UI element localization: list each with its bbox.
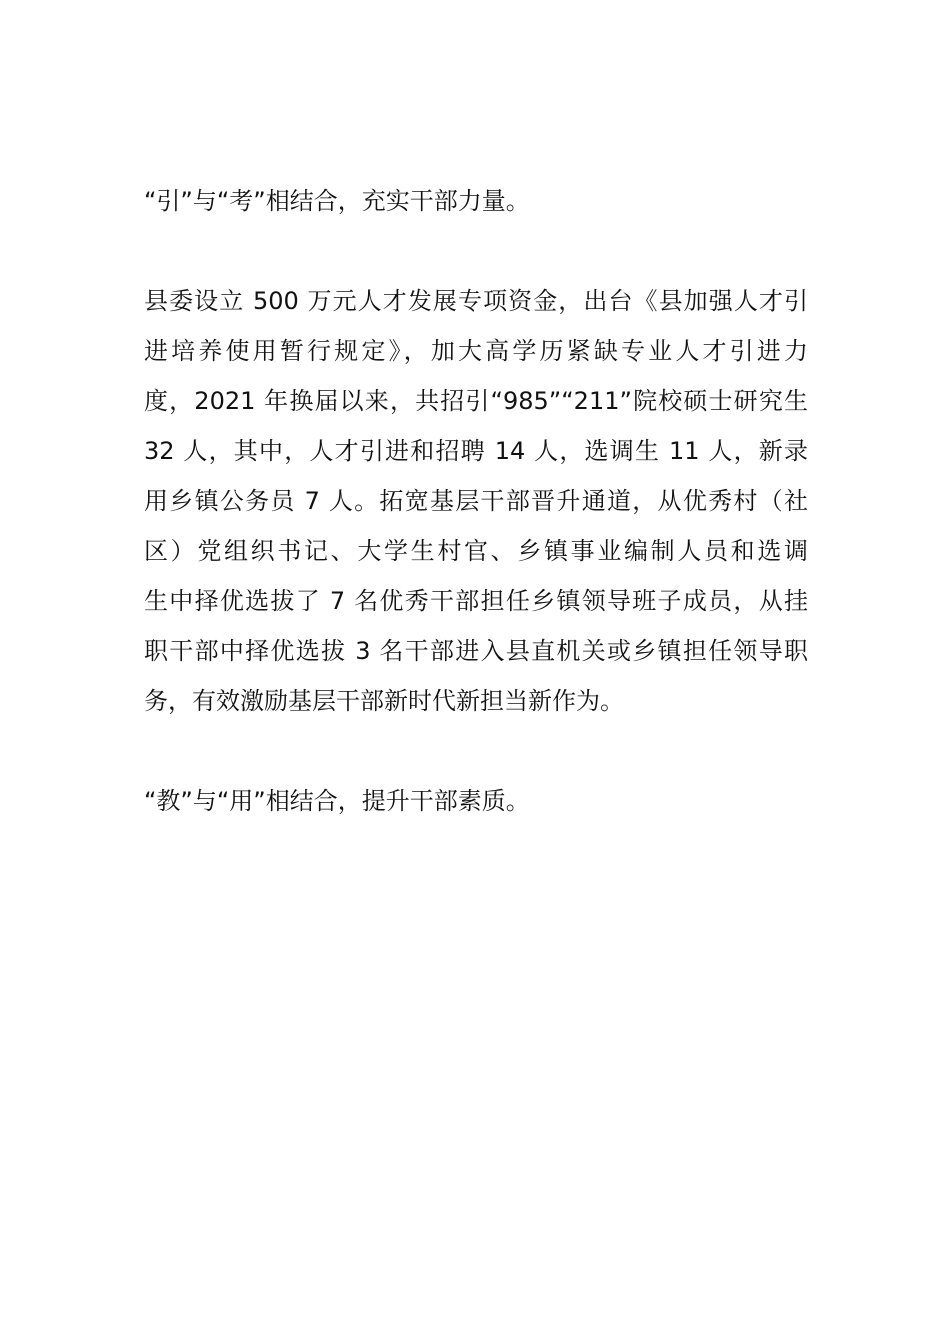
paragraph-line: 生中择优选拔了 7 名优秀干部担任乡镇领导班子成员，从挂 bbox=[144, 587, 808, 615]
paragraph-line: 进培养使用暂行规定》，加大高学历紧缺专业人才引进力 bbox=[144, 337, 808, 365]
paragraph-line: 区）党组织书记、大学生村官、乡镇事业编制人员和选调 bbox=[144, 537, 808, 565]
body-paragraph bbox=[144, 276, 808, 726]
paragraph-line: 职干部中择优选拔 3 名干部进入县直机关或乡镇担任领导职 bbox=[144, 637, 808, 665]
paragraph-line: 务，有效激励基层干部新时代新担当新作为。 bbox=[144, 687, 624, 715]
paragraph-line: 32 人，其中，人才引进和招聘 14 人，选调生 11 人，新录 bbox=[144, 437, 808, 465]
paragraph-line: 县委设立 500 万元人才发展专项资金，出台《县加强人才引 bbox=[144, 287, 808, 315]
paragraph-line: 度，2021 年换届以来，共招引“985”“211”院校硕士研究生 bbox=[144, 387, 808, 415]
paragraph-line: 用乡镇公务员 7 人。拓宽基层干部晋升通道，从优秀村（社 bbox=[144, 487, 808, 515]
section-heading-recruit-exam: “引”与“考”相结合，充实干部力量。 bbox=[144, 187, 530, 215]
section-heading-teach-use: “教”与“用”相结合，提升干部素质。 bbox=[144, 787, 530, 815]
